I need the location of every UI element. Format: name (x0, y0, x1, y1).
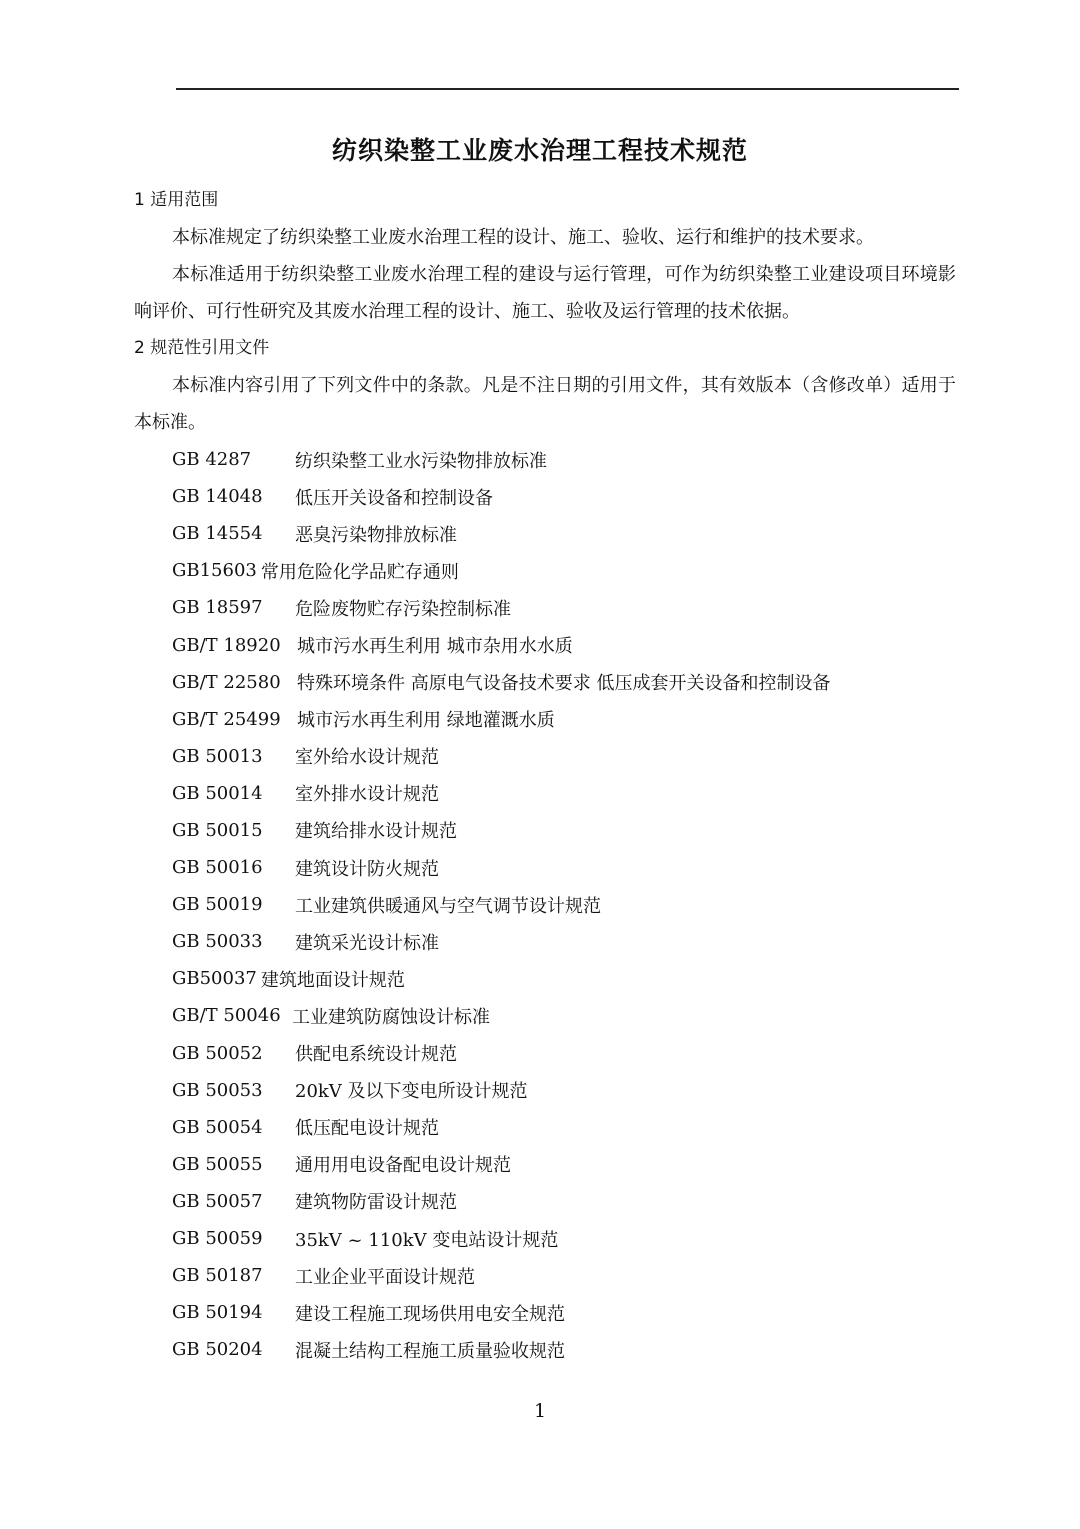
reference-title: 建设工程施工现场供用电安全规范 (295, 1303, 565, 1325)
section-2-heading: 2 规范性引用文件 (134, 338, 270, 358)
reference-title: 工业企业平面设计规范 (295, 1266, 475, 1288)
reference-code: GB 50016 (172, 857, 263, 879)
reference-code: GB 50059 (172, 1228, 263, 1250)
reference-item (172, 960, 830, 997)
reference-code: GB/T 50046 (172, 1005, 281, 1027)
reference-code: GB 50019 (172, 894, 263, 916)
reference-item (172, 1109, 830, 1146)
section-2-intro: 本标准内容引用了下列文件中的条款。凡是不注日期的引用文件，其有效版本（含修改单）适用于本标准。 (134, 375, 956, 433)
reference-code: GB/T 25499 (172, 708, 281, 730)
section-1-heading: 1 适用范围 (134, 190, 219, 210)
reference-title: 室外给水设计规范 (295, 747, 439, 769)
reference-title: 低压配电设计规范 (295, 1118, 439, 1140)
reference-title: 纺织染整工业水污染物排放标准 (295, 450, 547, 472)
reference-item (172, 515, 830, 552)
reference-item (172, 1220, 830, 1257)
reference-title: 建筑给排水设计规范 (295, 821, 457, 843)
reference-title: 特殊环境条件 高原电气设备技术要求 低压成套开关设备和控制设备 (297, 673, 831, 695)
reference-title: 建筑设计防火规范 (295, 858, 439, 880)
reference-code: GB 50187 (172, 1265, 263, 1287)
reference-code: GB 14554 (172, 523, 263, 545)
reference-code: GB 18597 (172, 597, 263, 619)
document-title: 纺织染整工业废水治理工程技术规范 (331, 136, 748, 165)
reference-item (172, 849, 830, 886)
reference-title: 危险废物贮存污染控制标准 (295, 598, 511, 620)
reference-list (172, 441, 830, 1368)
reference-code: GB 50013 (172, 745, 263, 767)
reference-code: GB 50057 (172, 1190, 263, 1212)
reference-title: 混凝土结构工程施工质量验收规范 (295, 1340, 565, 1362)
reference-title: 35kV ~ 110kV 变电站设计规范 (295, 1229, 559, 1251)
reference-item (172, 1257, 830, 1294)
reference-code: GB 50194 (172, 1302, 263, 1324)
reference-item (172, 664, 830, 701)
reference-item (172, 1072, 830, 1109)
reference-title: 建筑地面设计规范 (260, 969, 405, 991)
reference-item (172, 626, 830, 663)
reference-item (172, 997, 830, 1034)
header-rule (176, 88, 959, 90)
reference-item (172, 441, 830, 478)
reference-code: GB/T 18920 (172, 634, 281, 656)
reference-code: GB 50033 (172, 931, 263, 953)
reference-title: 供配电系统设计规范 (295, 1044, 457, 1066)
reference-code: GB 50015 (172, 819, 263, 841)
reference-item (172, 589, 830, 626)
reference-title: 工业建筑供暖通风与空气调节设计规范 (295, 895, 601, 917)
reference-code: GB 50052 (172, 1042, 263, 1064)
reference-code: GB 50204 (172, 1339, 263, 1361)
reference-title: 20kV 及以下变电所设计规范 (295, 1081, 528, 1103)
reference-title: 城市污水再生利用 城市杂用水水质 (297, 636, 573, 658)
reference-item (172, 701, 830, 738)
reference-title: 建筑物防雷设计规范 (295, 1192, 457, 1214)
page-number: 1 (533, 1400, 547, 1422)
reference-code: GB 14048 (172, 486, 263, 508)
reference-item (172, 478, 830, 515)
reference-item (172, 1035, 830, 1072)
reference-title: 常用危险化学品贮存通则 (260, 561, 459, 583)
reference-item (172, 1294, 830, 1331)
reference-item (172, 738, 830, 775)
reference-title: 低压开关设备和控制设备 (295, 487, 493, 509)
reference-code: GB 50055 (172, 1153, 263, 1175)
reference-code: GB 50054 (172, 1116, 263, 1138)
reference-code: GB15603 (172, 560, 257, 582)
reference-title: 通用用电设备配电设计规范 (295, 1155, 511, 1177)
reference-title: 建筑采光设计标准 (295, 932, 439, 954)
reference-item (172, 1331, 830, 1368)
reference-item (172, 923, 830, 960)
section-1-paragraph-2: 本标准适用于纺织染整工业废水治理工程的建设与运行管理，可作为纺织染整工业建设项目环境影响评价、可行性研究及其废水治理工程的设计、施工、验收及运行管理的技术依据。 (134, 264, 956, 322)
reference-item (172, 886, 830, 923)
reference-title: 室外排水设计规范 (295, 784, 439, 806)
reference-code: GB 50053 (172, 1079, 263, 1101)
reference-item (172, 552, 830, 589)
reference-code: GB 4287 (172, 449, 252, 471)
reference-item (172, 812, 830, 849)
reference-item (172, 1183, 830, 1220)
reference-code: GB/T 22580 (172, 671, 281, 693)
reference-title: 恶臭污染物排放标准 (295, 524, 457, 546)
reference-code: GB50037 (172, 968, 257, 990)
reference-item (172, 1146, 830, 1183)
reference-title: 工业建筑防腐蚀设计标准 (292, 1006, 490, 1028)
reference-title: 城市污水再生利用 绿地灌溉水质 (297, 710, 555, 732)
reference-item (172, 775, 830, 812)
section-1-paragraph-1: 本标准规定了纺织染整工业废水治理工程的设计、施工、验收、运行和维护的技术要求。 (172, 227, 874, 248)
reference-code: GB 50014 (172, 782, 263, 804)
